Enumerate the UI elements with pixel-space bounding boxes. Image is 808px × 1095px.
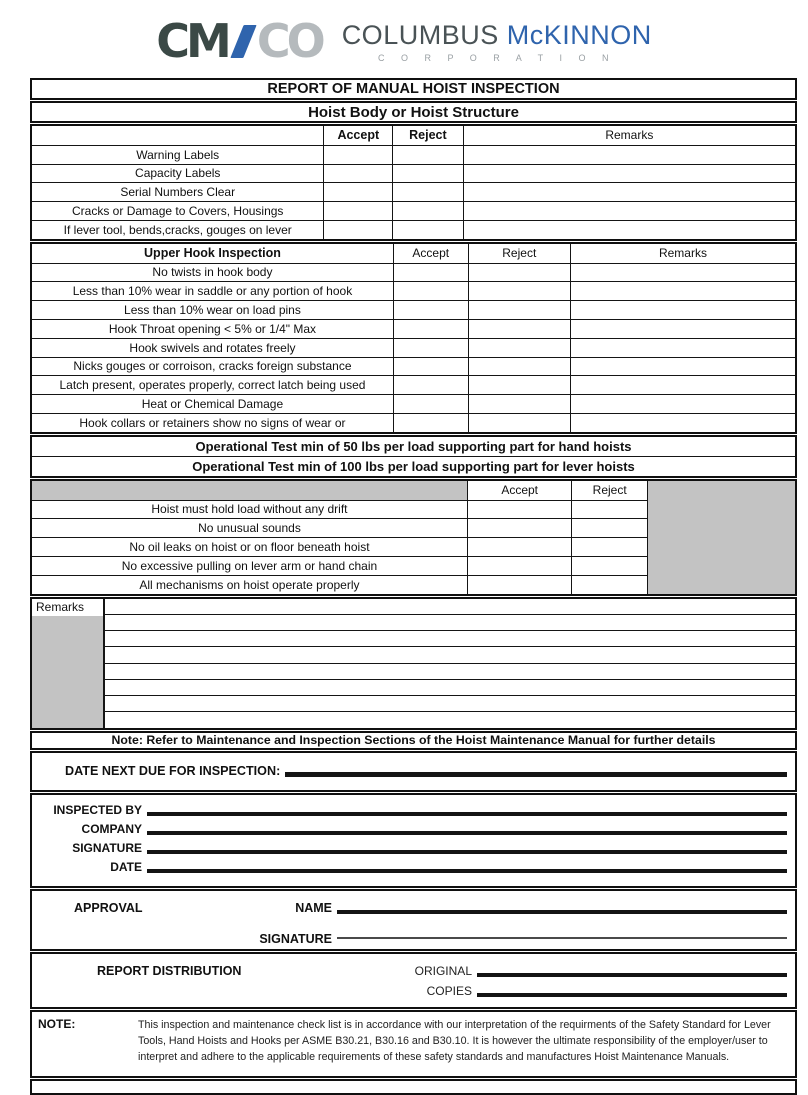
upper-hook-remarks-cell[interactable]: [570, 281, 795, 300]
upper-hook-remarks-cell[interactable]: [570, 319, 795, 338]
hoist-body-row-label: Warning Labels: [32, 145, 323, 164]
form-subtitle: Hoist Body or Hoist Structure: [30, 101, 797, 123]
hoist-body-table: [30, 124, 797, 241]
remarks-line[interactable]: [105, 599, 795, 615]
hoist-body-remarks-cell[interactable]: [463, 182, 795, 201]
hoist-body-reject-cell[interactable]: [392, 164, 463, 183]
operational-test-banner: [30, 435, 797, 478]
hoist-body-reject-cell[interactable]: [392, 182, 463, 201]
hoist-body-accept-cell[interactable]: [323, 220, 392, 239]
approval-name-label: NAME: [295, 900, 332, 915]
footer-note-label: NOTE:: [38, 1016, 76, 1031]
s1-accept-header: Accept: [323, 126, 392, 145]
upper-hook-remarks-cell[interactable]: [570, 263, 795, 282]
company-logo: [0, 10, 808, 72]
s2-accept-header: Accept: [393, 244, 468, 263]
inspection-form: [30, 78, 797, 1095]
report-distribution-section: [30, 952, 797, 1009]
upper-hook-row-label: Hook collars or retainers show no signs of wear or: [32, 413, 393, 432]
upper-hook-accept-cell[interactable]: [393, 263, 468, 282]
upper-hook-reject-cell[interactable]: [468, 357, 570, 376]
upper-hook-reject-cell[interactable]: [468, 413, 570, 432]
hoist-body-reject-cell[interactable]: [392, 201, 463, 220]
op-test-accept-cell[interactable]: [467, 518, 572, 537]
shaded-block: [32, 616, 103, 728]
date-line[interactable]: [147, 869, 787, 873]
upper-hook-reject-cell[interactable]: [468, 319, 570, 338]
operational-test-table: [30, 479, 797, 596]
upper-hook-row-label: Hook Throat opening < 5% or 1/4" Max: [32, 319, 393, 338]
date-next-due-line[interactable]: [285, 772, 787, 777]
upper-hook-reject-cell[interactable]: [468, 338, 570, 357]
remarks-line[interactable]: [105, 647, 795, 663]
hoist-body-accept-cell[interactable]: [323, 145, 392, 164]
approval-name-line[interactable]: [337, 910, 787, 914]
report-distribution-label: REPORT DISTRIBUTION: [97, 963, 242, 978]
remarks-label-column: [32, 599, 105, 728]
logomark-letter: O: [286, 14, 322, 68]
upper-hook-remarks-cell[interactable]: [570, 394, 795, 413]
company-name: [342, 20, 652, 63]
inspector-section: [30, 793, 797, 888]
op-test-row-label: No excessive pulling on lever arm or hand chain: [32, 556, 467, 575]
upper-hook-table: [30, 242, 797, 434]
hoist-body-accept-cell[interactable]: [323, 201, 392, 220]
op-test-accept-cell[interactable]: [467, 537, 572, 556]
signature-label: SIGNATURE: [72, 840, 142, 855]
remarks-line[interactable]: [105, 664, 795, 680]
logomark-letter: C: [156, 14, 187, 68]
hoist-body-reject-cell[interactable]: [392, 220, 463, 239]
upper-hook-accept-cell[interactable]: [393, 300, 468, 319]
approval-label: APPROVAL: [74, 900, 143, 915]
remarks-line[interactable]: [105, 615, 795, 631]
company-name-columbus: COLUMBUS: [341, 19, 499, 50]
s3-reject-header: Reject: [571, 481, 647, 500]
hoist-body-reject-cell[interactable]: [392, 145, 463, 164]
upper-hook-row-label: No twists in hook body: [32, 263, 393, 282]
hoist-body-remarks-cell[interactable]: [463, 164, 795, 183]
upper-hook-accept-cell[interactable]: [393, 375, 468, 394]
original-line[interactable]: [477, 973, 787, 977]
op-test-reject-cell[interactable]: [571, 518, 647, 537]
shaded-block: [647, 481, 795, 594]
hoist-body-row-label: Serial Numbers Clear: [32, 182, 323, 201]
operational-test-lever-hoists: Operational Test min of 100 lbs per load supporting part for lever hoists: [32, 456, 795, 476]
s1-reject-header: Reject: [392, 126, 463, 145]
company-name-mckinnon: McKINNON: [506, 19, 652, 50]
date-label: DATE: [110, 859, 142, 874]
upper-hook-reject-cell[interactable]: [468, 394, 570, 413]
op-test-row-label: All mechanisms on hoist operate properly: [32, 575, 467, 594]
company-label: COMPANY: [81, 821, 142, 836]
upper-hook-accept-cell[interactable]: [393, 394, 468, 413]
s2-reject-header: Reject: [468, 244, 570, 263]
original-label: ORIGINAL: [414, 963, 472, 978]
remarks-line[interactable]: [105, 631, 795, 647]
inspected-by-line[interactable]: [147, 812, 787, 816]
hoist-body-remarks-cell[interactable]: [463, 220, 795, 239]
remarks-line[interactable]: [105, 696, 795, 712]
s2-remarks-header: Remarks: [570, 244, 795, 263]
date-next-due-label: DATE NEXT DUE FOR INSPECTION:: [65, 763, 281, 778]
upper-hook-accept-cell[interactable]: [393, 338, 468, 357]
upper-hook-accept-cell[interactable]: [393, 319, 468, 338]
hoist-body-accept-cell[interactable]: [323, 164, 392, 183]
upper-hook-row-label: Latch present, operates properly, correct latch being used: [32, 375, 393, 394]
copies-line[interactable]: [477, 993, 787, 997]
op-test-accept-cell[interactable]: [467, 500, 572, 519]
upper-hook-row-label: Heat or Chemical Damage: [32, 394, 393, 413]
upper-hook-row-label: Less than 10% wear on load pins: [32, 300, 393, 319]
s1-remarks-header: Remarks: [463, 126, 795, 145]
op-test-accept-cell[interactable]: [467, 575, 572, 594]
upper-hook-reject-cell[interactable]: [468, 281, 570, 300]
s1-header-spacer: [32, 126, 323, 145]
bottom-spacer-row: [30, 1079, 797, 1095]
op-test-row-label: No unusual sounds: [32, 518, 467, 537]
upper-hook-remarks-cell[interactable]: [570, 375, 795, 394]
company-subtitle: C O R P O R A T I O N: [377, 52, 616, 63]
hoist-body-row-label: If lever tool, bends,cracks, gouges on lever: [32, 220, 323, 239]
s2-section-title: Upper Hook Inspection: [144, 246, 281, 261]
date-next-due-section: [30, 751, 797, 792]
upper-hook-row-label: Hook swivels and rotates freely: [32, 338, 393, 357]
hoist-body-remarks-cell[interactable]: [463, 201, 795, 220]
upper-hook-reject-cell[interactable]: [468, 300, 570, 319]
footer-note-section: [30, 1010, 797, 1078]
op-test-reject-cell[interactable]: [571, 537, 647, 556]
upper-hook-remarks-cell[interactable]: [570, 357, 795, 376]
s3-header-spacer: [32, 481, 467, 500]
upper-hook-row-label: Nicks gouges or corroison, cracks foreign substance: [32, 357, 393, 376]
hoist-body-row-label: Cracks or Damage to Covers, Housings: [32, 201, 323, 220]
upper-hook-reject-cell[interactable]: [468, 375, 570, 394]
op-test-reject-cell[interactable]: [571, 556, 647, 575]
remarks-line[interactable]: [105, 712, 795, 727]
company-line[interactable]: [147, 831, 787, 835]
hoist-body-remarks-cell[interactable]: [463, 145, 795, 164]
s3-accept-header: Accept: [467, 481, 572, 500]
upper-hook-reject-cell[interactable]: [468, 263, 570, 282]
logomark-slash-icon: [230, 25, 256, 58]
form-title: REPORT OF MANUAL HOIST INSPECTION: [30, 78, 797, 100]
upper-hook-accept-cell[interactable]: [393, 357, 468, 376]
upper-hook-accept-cell[interactable]: [393, 413, 468, 432]
operational-test-hand-hoists: Operational Test min of 50 lbs per load supporting part for hand hoists: [195, 439, 632, 454]
copies-label: COPIES: [426, 983, 472, 998]
op-test-row-label: Hoist must hold load without any drift: [32, 500, 467, 519]
signature-line[interactable]: [147, 850, 787, 854]
upper-hook-remarks-cell[interactable]: [570, 338, 795, 357]
logomark-letter: C: [256, 14, 287, 68]
op-test-reject-cell[interactable]: [571, 500, 647, 519]
inspected-by-label: INSPECTED BY: [53, 802, 142, 817]
op-test-accept-cell[interactable]: [467, 556, 572, 575]
op-test-reject-cell[interactable]: [571, 575, 647, 594]
maintenance-note: Note: Refer to Maintenance and Inspection Sections of the Hoist Maintenance Manual for further details: [30, 731, 797, 750]
hoist-body-row-label: Capacity Labels: [32, 164, 323, 183]
upper-hook-row-label: Less than 10% wear in saddle or any portion of hook: [32, 281, 393, 300]
remarks-write-area: [105, 599, 795, 728]
footer-note-text: This inspection and maintenance check list is in accordance with our interpretation of the requirments of the Safety Standard for Lever Tools, Hand Hoists and Hooks per ASME B30.21, B30.16 and B30.10. It is however the ultimate responsibility of the employer/user to interpret and adhere to the applicable requirements of these safety standards and manufactures Hoist Maintenance Manuals.: [138, 1018, 771, 1063]
upper-hook-remarks-cell[interactable]: [570, 300, 795, 319]
upper-hook-accept-cell[interactable]: [393, 281, 468, 300]
remarks-label: Remarks: [36, 600, 85, 615]
logomark-letter: M: [186, 14, 228, 68]
approval-signature-label: SIGNATURE: [259, 931, 332, 946]
remarks-line[interactable]: [105, 680, 795, 696]
approval-signature-line[interactable]: [337, 937, 787, 939]
upper-hook-remarks-cell[interactable]: [570, 413, 795, 432]
approval-section: [30, 889, 797, 951]
cmco-logomark-icon: [156, 14, 322, 68]
hoist-body-accept-cell[interactable]: [323, 182, 392, 201]
op-test-row-label: No oil leaks on hoist or on floor beneath hoist: [32, 537, 467, 556]
remarks-section: [30, 597, 797, 730]
